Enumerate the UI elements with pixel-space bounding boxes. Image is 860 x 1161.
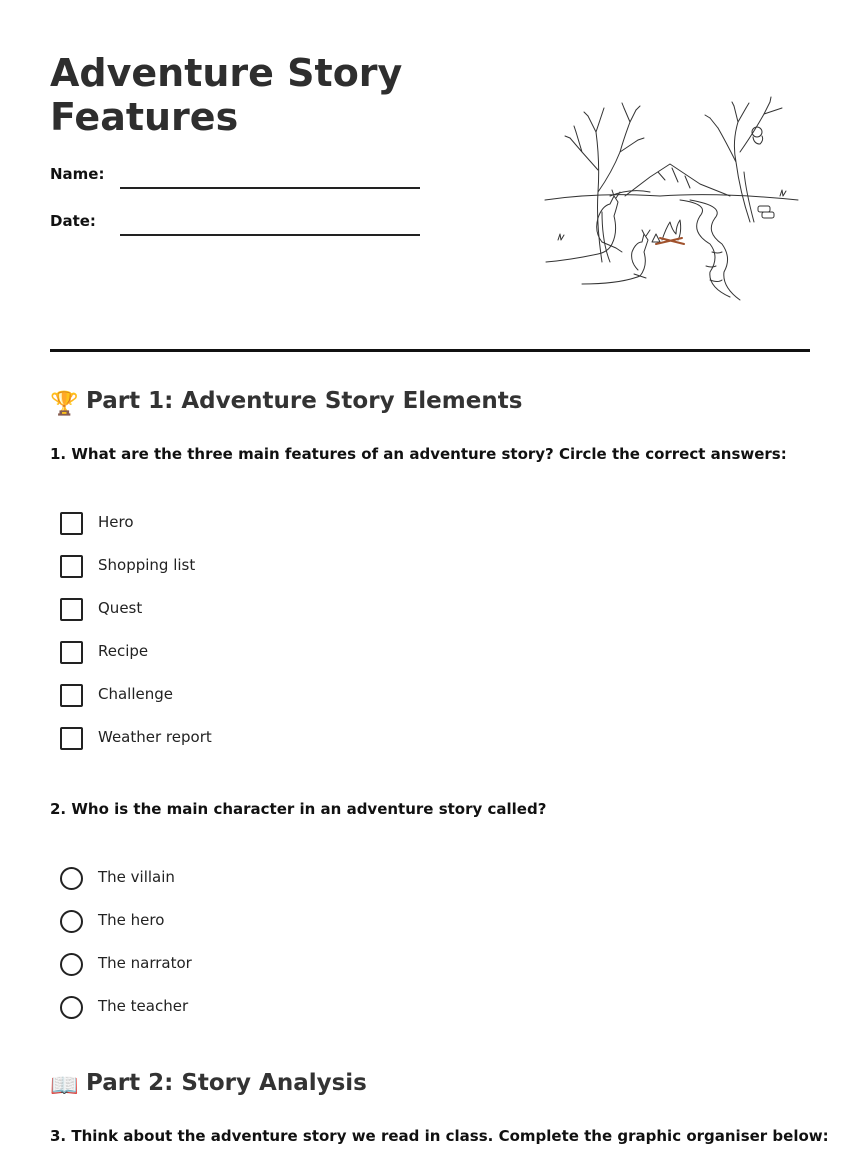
checkbox[interactable] xyxy=(60,512,83,535)
name-line[interactable] xyxy=(120,187,420,189)
option-label: Shopping list xyxy=(98,556,196,574)
option-label: Challenge xyxy=(98,685,173,703)
date-line[interactable] xyxy=(120,234,420,236)
checkbox[interactable] xyxy=(60,727,83,750)
worksheet-page xyxy=(50,0,829,1145)
checkbox[interactable] xyxy=(60,641,83,664)
outback-illustration xyxy=(540,92,802,306)
option-label: Quest xyxy=(98,599,143,617)
part1-title-text: Part 1: Adventure Story Elements xyxy=(86,388,523,414)
q1-option-challenge[interactable] xyxy=(60,682,560,708)
q2-option-villain[interactable] xyxy=(60,865,560,891)
question-1: 1. What are the three main features of an adventure story? Circle the correct answers: xyxy=(50,445,787,463)
worksheet-header xyxy=(50,0,810,352)
trophy-icon: 🏆 xyxy=(50,391,79,417)
checkbox[interactable] xyxy=(60,555,83,578)
part2-title xyxy=(50,1068,367,1101)
option-label: The villain xyxy=(98,868,175,886)
page-title: Adventure Story Features xyxy=(50,51,403,139)
option-label: The narrator xyxy=(98,954,192,972)
q2-option-narrator[interactable] xyxy=(60,951,560,977)
open-book-icon: 📖 xyxy=(50,1073,79,1099)
question-2: 2. Who is the main character in an adventure story called? xyxy=(50,800,547,818)
name-field[interactable] xyxy=(50,160,470,190)
option-label: Recipe xyxy=(98,642,149,660)
radio-button[interactable] xyxy=(60,867,83,890)
radio-button[interactable] xyxy=(60,953,83,976)
option-label: Weather report xyxy=(98,728,212,746)
q2-option-teacher[interactable] xyxy=(60,994,560,1020)
q1-option-weather-report[interactable] xyxy=(60,725,560,751)
checkbox[interactable] xyxy=(60,598,83,621)
date-field[interactable] xyxy=(50,207,470,237)
q1-option-quest[interactable] xyxy=(60,596,560,622)
part2-title-text: Part 2: Story Analysis xyxy=(86,1070,367,1096)
question-3: 3. Think about the adventure story we read in class. Complete the graphic organiser below: xyxy=(50,1127,829,1145)
part1-title xyxy=(50,386,522,419)
checkbox[interactable] xyxy=(60,684,83,707)
date-label: Date: xyxy=(50,212,96,230)
name-label: Name: xyxy=(50,165,105,183)
option-label: Hero xyxy=(98,513,134,531)
q1-option-hero[interactable] xyxy=(60,510,560,536)
radio-button[interactable] xyxy=(60,996,83,1019)
radio-button[interactable] xyxy=(60,910,83,933)
header-divider xyxy=(50,349,810,352)
q1-option-shopping-list[interactable] xyxy=(60,553,560,579)
q2-option-hero[interactable] xyxy=(60,908,560,934)
q1-option-recipe[interactable] xyxy=(60,639,560,665)
option-label: The teacher xyxy=(98,997,189,1015)
option-label: The hero xyxy=(98,911,165,929)
